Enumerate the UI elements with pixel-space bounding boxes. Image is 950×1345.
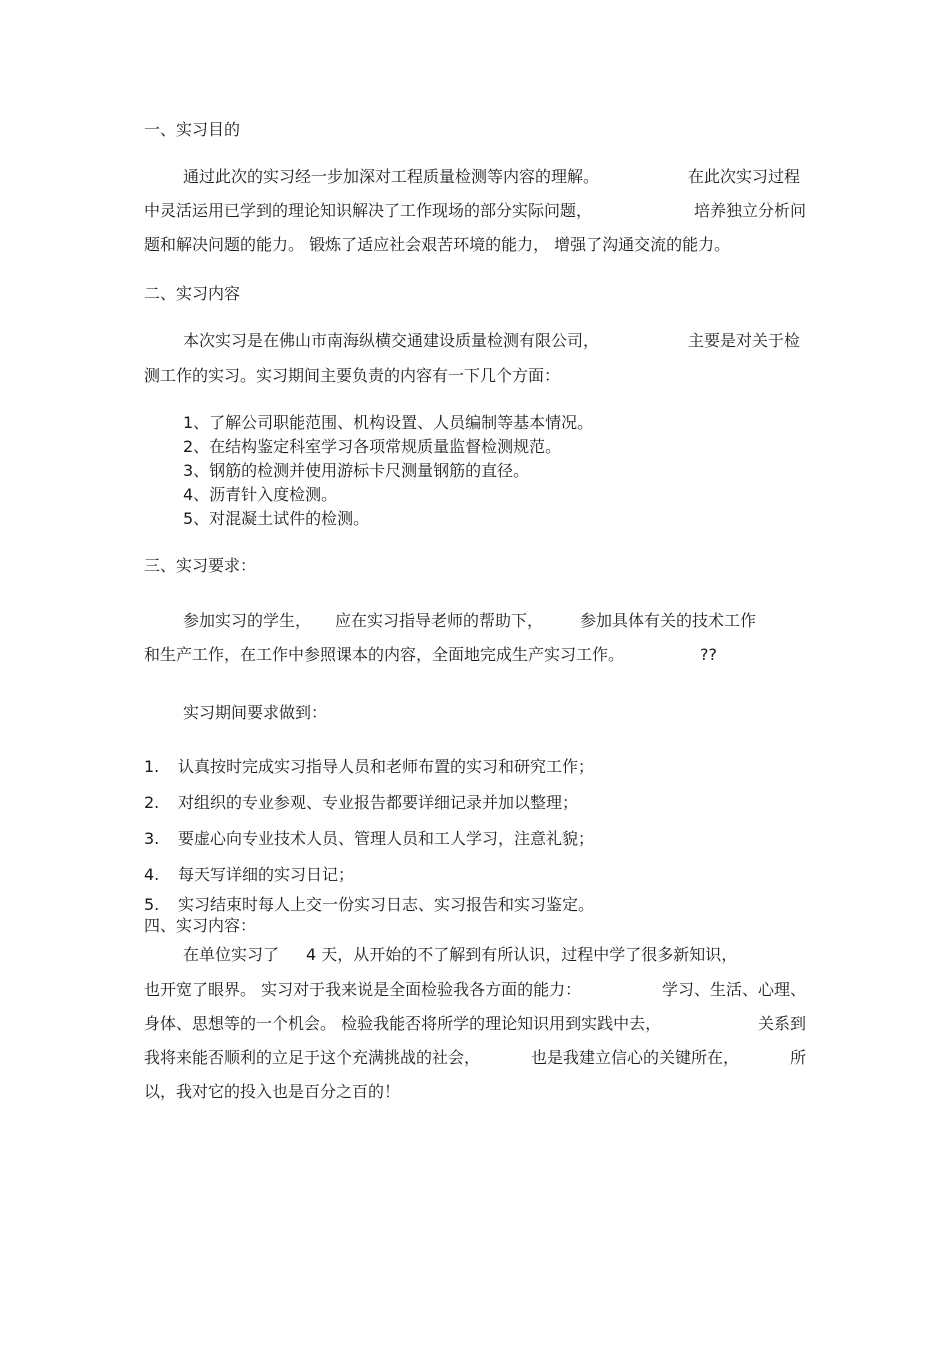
section4-heading: 四、实习内容：	[144, 916, 257, 935]
section4-paragraph-line5: 以，我对它的投入也是百分之百的！	[144, 1082, 401, 1101]
list-item: 1、了解公司职能范围、机构设置、人员编制等基本情况。	[183, 413, 594, 432]
section2-heading: 二、实习内容	[144, 284, 241, 303]
list-number: 3.	[144, 829, 160, 848]
list-number: 5.	[144, 895, 160, 914]
section3-subheading: 实习期间要求做到：	[183, 703, 328, 722]
section1-paragraph-line3: 题和解决问题的能力。 锻炼了适应社会艰苦环境的能力， 增强了沟通交流的能力。	[144, 235, 731, 254]
list-item: 4、沥青针入度检测。	[183, 485, 338, 504]
section4-paragraph-line2: 也开宽了眼界。 实习对于我来说是全面检验我各方面的能力： 学习、生活、心理、	[144, 980, 806, 999]
list-number: 1.	[144, 757, 160, 776]
section4-paragraph-line4: 我将来能否顺利的立足于这个充满挑战的社会， 也是我建立信心的关键所在， 所	[144, 1048, 806, 1067]
section2-paragraph-line1: 本次实习是在佛山市南海纵横交通建设质量检测有限公司， 主要是对关于检	[183, 331, 800, 350]
section4-paragraph-line3: 身体、思想等的一个机会。 检验我能否将所学的理论知识用到实践中去， 关系到	[144, 1014, 806, 1033]
section3-paragraph-line2-tail: ??	[700, 645, 717, 664]
list-number: 2.	[144, 793, 160, 812]
section4-paragraph-line1-b: 4 天，从开始的不了解到有所认识，过程中学了很多新知识，	[306, 945, 738, 964]
section4-paragraph-line1-a: 在单位实习了	[183, 945, 280, 964]
list-item: 认真按时完成实习指导人员和老师布置的实习和研究工作；	[178, 757, 595, 776]
list-item: 实习结束时每人上交一份实习日志、实习报告和实习鉴定。	[178, 895, 595, 914]
list-item: 2、在结构鉴定科室学习各项常规质量监督检测规范。	[183, 437, 562, 456]
section3-paragraph-line1-c: 参加具体有关的技术工作	[580, 611, 757, 630]
section1-paragraph-line2: 中灵活运用已学到的理论知识解决了工作现场的部分实际问题， 培养独立分析问	[144, 201, 806, 220]
list-item: 对组织的专业参观、专业报告都要详细记录并加以整理；	[178, 793, 579, 812]
list-item: 要虚心向专业技术人员、管理人员和工人学习，注意礼貌；	[178, 829, 595, 848]
list-number: 4.	[144, 865, 160, 884]
list-item: 3、钢筋的检测并使用游标卡尺测量钢筋的直径。	[183, 461, 530, 480]
section3-paragraph-line1-a: 参加实习的学生，	[183, 611, 312, 630]
list-item: 每天写详细的实习日记；	[178, 865, 355, 884]
section3-heading: 三、实习要求：	[144, 556, 257, 575]
section3-paragraph-line2: 和生产工作，在工作中参照课本的内容，全面地完成生产实习工作。	[144, 645, 625, 664]
section1-paragraph-line1: 通过此次的实习经一步加深对工程质量检测等内容的理解。 在此次实习过程	[183, 167, 800, 186]
list-item: 5、对混凝土试件的检测。	[183, 509, 370, 528]
section2-paragraph-line2: 测工作的实习。实习期间主要负责的内容有一下几个方面：	[144, 366, 561, 385]
section3-paragraph-line1-b: 应在实习指导老师的帮助下，	[335, 611, 544, 630]
section1-heading: 一、实习目的	[144, 120, 241, 139]
